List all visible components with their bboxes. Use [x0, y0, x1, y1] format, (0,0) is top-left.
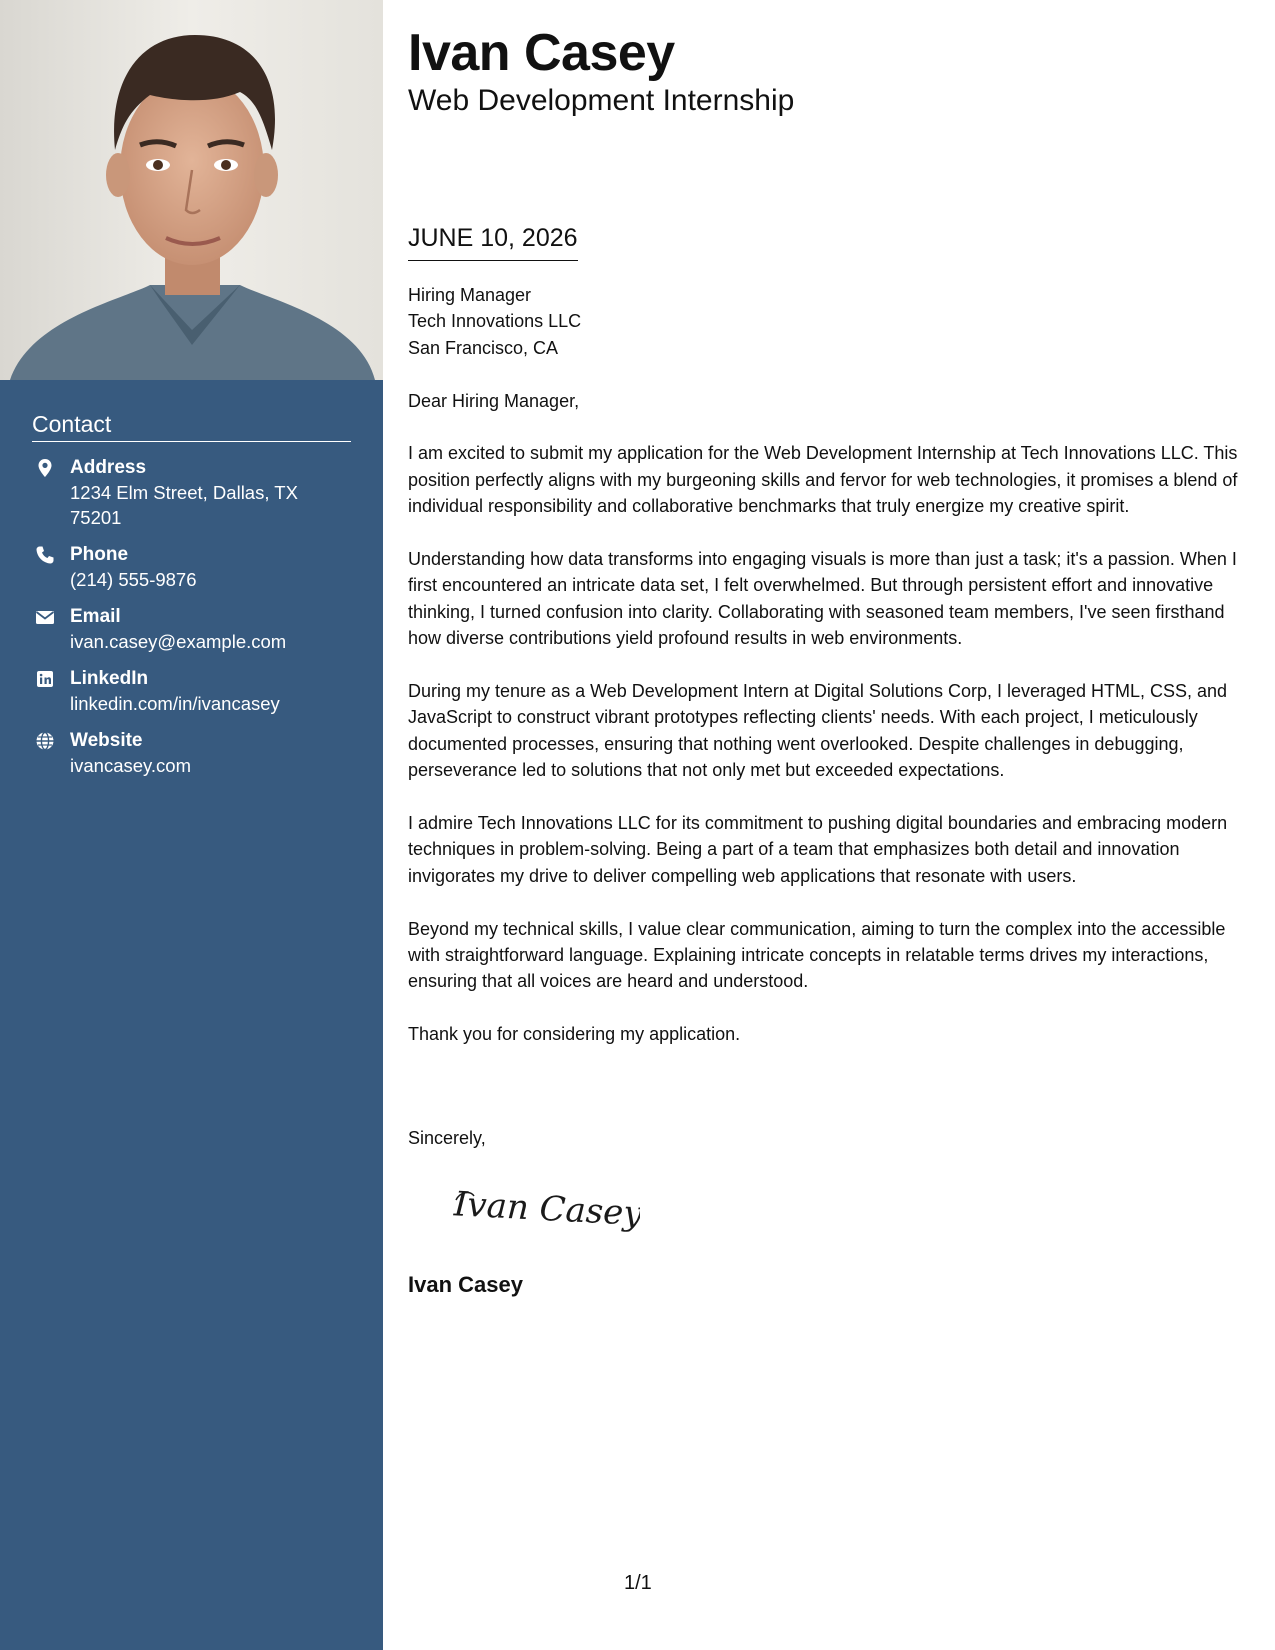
contact-value[interactable]: linkedin.com/in/ivancasey: [70, 693, 280, 714]
recipient-block: [408, 282, 1248, 361]
globe-icon: [35, 731, 55, 751]
profile-photo: [0, 0, 383, 380]
contact-section: [32, 410, 351, 791]
contact-linkedin: [32, 667, 351, 716]
handwritten-signature: [450, 1178, 640, 1243]
contact-label: Website: [70, 730, 143, 751]
contact-label: Phone: [70, 544, 129, 565]
contact-label: Email: [70, 606, 121, 627]
contact-label: LinkedIn: [70, 668, 149, 689]
contact-website: [32, 729, 351, 778]
closing: Sincerely,: [408, 1128, 486, 1148]
signer-name: Ivan Casey: [408, 1272, 523, 1297]
applicant-name: Ivan Casey: [408, 24, 675, 82]
letter-date: JUNE 10, 2026: [408, 222, 578, 261]
letter-paragraph: I am excited to submit my application for the Web Development Internship at Tech Innovations LLC. This position perfectly aligns with my burgeoning skills and fervor for web technologies, it promises a blend of individual responsibility and collaborative benchmarks that truly energize my creative spirit.: [408, 443, 1238, 517]
signature-text: Ivan Casey: [453, 1184, 640, 1235]
contact-value: 1234 Elm Street, Dallas, TX 75201: [70, 482, 298, 528]
recipient-line: Hiring Manager: [408, 285, 532, 305]
sidebar: [0, 0, 383, 1650]
letter-paragraph: Beyond my technical skills, I value clear communication, aiming to turn the complex into the accessible with straightforward language. Explaining intricate concepts in relatable terms drives my interactions, ensuring that all voices are heard and understood.: [408, 918, 1226, 992]
letter-paragraph: During my tenure as a Web Development Intern at Digital Solutions Corp, I leveraged HTML, CSS, and JavaScript to construct vibrant prototypes reflecting clients' needs. With each project, I meticulously documented processes, ensuring that nothing went overlooked. Despite challenges in debugging, perseverance led to solutions that not only met but exceeded expectations.: [408, 681, 1228, 781]
salutation: Dear Hiring Manager,: [408, 390, 580, 411]
contact-label: Address: [70, 457, 147, 478]
envelope-icon: [35, 607, 55, 627]
letter-paragraph: Understanding how data transforms into engaging visuals is more than just a task; it's a passion. When I first encountered an intricate data set, I felt overwhelmed. But through persistent effort and innovative thinking, I turned confusion into clarity. Collaborating with seasoned team members, I've seen firsthand how diverse contributions yield profound results in web environments.: [408, 549, 1237, 649]
recipient-line: Tech Innovations LLC: [408, 311, 582, 332]
page-number: 1/1: [624, 1572, 652, 1594]
letter-content: [408, 282, 1248, 1074]
contact-phone: [32, 543, 351, 592]
letter-paragraph: I admire Tech Innovations LLC for its commitment to pushing digital boundaries and embracing modern techniques in problem-solving. Being a part of a team that emphasizes both detail and innovation invigorates my drive to deliver compelling web applications that resonate with users.: [408, 813, 1228, 886]
location-pin-icon: [35, 458, 55, 478]
linkedin-icon: [35, 669, 55, 689]
contact-value: (214) 555-9876: [70, 569, 197, 590]
phone-icon: [35, 545, 55, 565]
contact-value[interactable]: ivancasey.com: [70, 755, 191, 776]
contact-value[interactable]: ivan.casey@example.com: [70, 631, 287, 652]
contact-address: [32, 456, 351, 530]
contact-heading: Contact: [32, 410, 351, 442]
contact-email: [32, 605, 351, 654]
letter-paragraph: Thank you for considering my application.: [408, 1024, 741, 1045]
applied-position: Web Development Internship: [408, 84, 795, 117]
recipient-line: San Francisco, CA: [408, 337, 559, 358]
